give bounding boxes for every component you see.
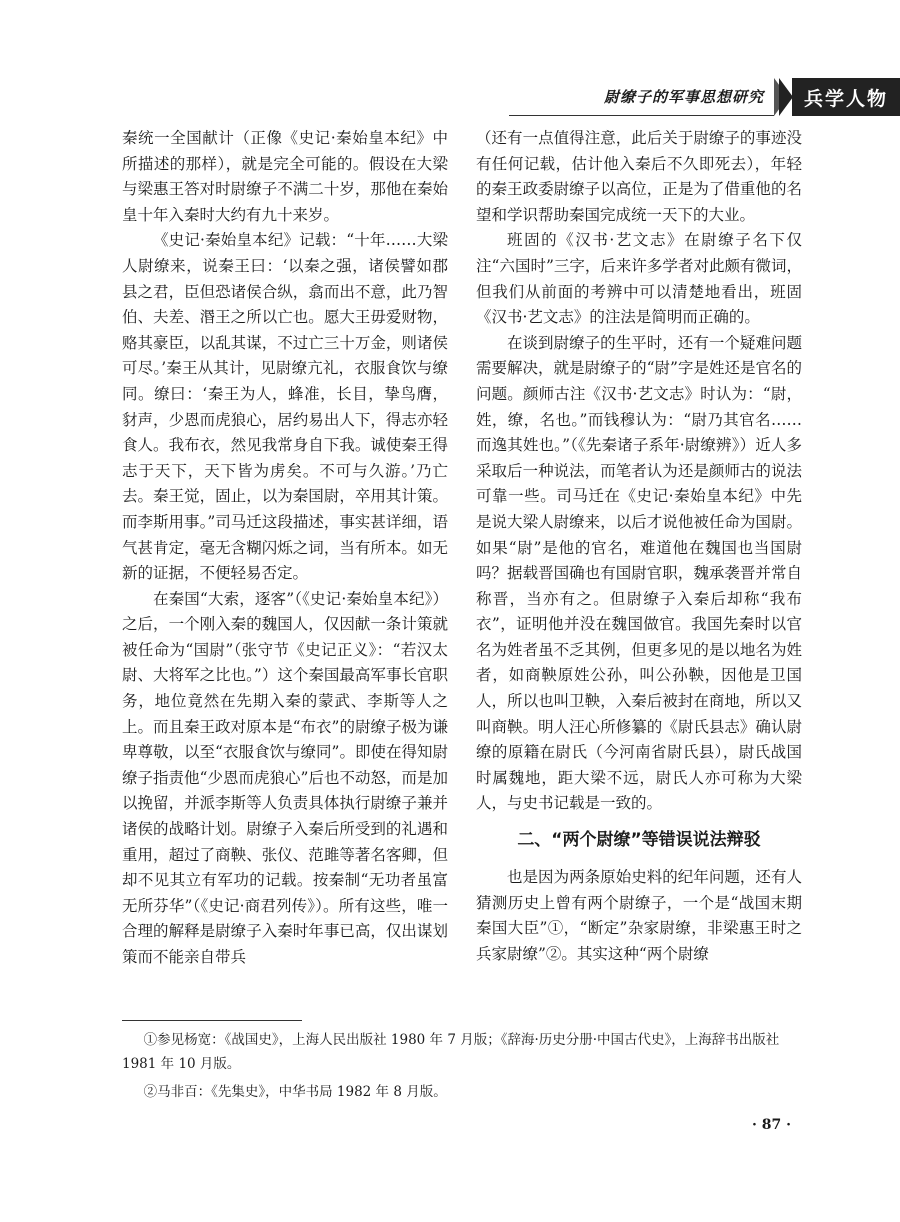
section-tab: 兵学人物 — [792, 78, 900, 116]
footnote-divider — [122, 1020, 302, 1021]
left-column — [122, 126, 448, 971]
article-title: 尉缭子的军事思想研究 — [509, 78, 774, 116]
paragraph: 在谈到尉缭子的生平时，还有一个疑难问题需要解决，就是尉缭子的“尉”字是姓还是官名的问题。颜师古注《汉书·艺文志》时认为：“尉，姓，缭，名也。”而钱穆认为：“尉乃其官名……而逸其姓也。”（《先秦诸子系年·尉缭辨》）近人多采取后一种说法，而笔者认为还是颜师古的说法可靠一些。司马迁在《史记·秦始皇本纪》中先是说大梁人尉缭来，以后才说他被任命为国尉。如果“尉”是他的官名，难道他在魏国也当国尉吗？据载晋国确也有国尉官职，魏承袭晋并常自称晋，当亦有之。但尉缭子入秦后却称“我布衣”，证明他并没在魏国做官。我国先秦时以官名为姓者虽不乏其例，但更多见的是以地名为姓者，如商鞅原姓公孙，叫公孙鞅，因他是卫国人，所以也叫卫鞅，入秦后被封在商地，所以又叫商鞅。明人汪心所修纂的《尉氏县志》确认尉缭的原籍在尉氏（今河南省尉氏县），尉氏战国时属魏地，距大梁不远，尉氏人亦可称为大梁人，与史书记载是一致的。 — [476, 333, 802, 813]
paragraph: 在秦国“大索，逐客”（《史记·秦始皇本纪》）之后，一个刚入秦的魏国人，仅因献一条计策就被任命为“国尉”（张守节《史记正义》：“若汉太尉、大将军之比也。”）这个秦国最高军事长官职务，地位竟然在先期入秦的蒙武、李斯等人之上。而且秦王政对原本是“布衣”的尉缭子极为谦卑尊敬，以至“衣服食饮与缭同”。即使在得知尉缭子指责他“少恩而虎狼心”后也不动怒，而是加以挽留，并派李斯等人负责具体执行尉缭子兼并诸侯的战略计划。尉缭子入秦后所受到的礼遇和重用，超过了商鞅、张仪、范雎等著名客卿，但却不见其立有军功的记载。按秦制“无功者虽富无所芬华”（《史记·商君列传》）。所有这些，唯一合理的解释是尉缭子入秦时年事已高，仅出谋划策而不能亲自带兵 — [122, 589, 448, 966]
paragraph: 班固的《汉书·艺文志》在尉缭子名下仅注“六国时”三字，后来许多学者对此颇有微词，但我们从前面的考辨中可以清楚地看出，班固《汉书·艺文志》的注法是简明而正确的。 — [476, 231, 802, 327]
page-number: · 87 · — [752, 1117, 791, 1133]
paragraph: 也是因为两条原始史料的纪年问题，还有人猜测历史上曾有两个尉缭子，一个是“战国末期秦国大臣”①，“断定”杂家尉缭，非梁惠王时之兵家尉缭”②。其实这种“两个尉缭 — [476, 868, 802, 963]
paragraph: 《史记·秦始皇本纪》记载：“十年……大梁人尉缭来，说秦王曰：‘以秦之强，诸侯譬如郡县之君，臣但恐诸侯合纵，翕而出不意，此乃智伯、夫差、湣王之所以亡也。愿大王毋爱财物，赂其豪臣，以乱其谋，不过亡三十万金，则诸侯可尽。’秦王从其计，见尉缭亢礼，衣服食饮与缭同。缭曰：‘秦王为人，蜂准，长目，挚鸟膺，豺声，少恩而虎狼心，居约易出人下，得志亦轻食人。我布衣，然见我常身自下我。诚使秦王得志于天下，天下皆为虏矣。不可与久游。’乃亡去。秦王觉，固止，以为秦国尉，卒用其计策。而李斯用事。”司马迁这段描述，事实甚详细，语气甚肯定，毫无含糊闪烁之词，当有所本。如无新的证据，不便轻易否定。 — [122, 231, 448, 583]
footnote: ①参见杨宽：《战国史》，上海人民出版社 1980 年 7 月版；《辞海·历史分册·中国古代史》，上海辞书出版社 1981 年 10 月版。 — [122, 1032, 780, 1072]
paragraph: （还有一点值得注意，此后关于尉缭子的事迹没有任何记载，估计他入秦后不久即死去），年轻的秦王政委尉缭子以高位，正是为了借重他的名望和学识帮助秦国完成统一天下的大业。 — [476, 129, 802, 224]
footnote: ②马非百：《先集史》，中华书局 1982 年 8 月版。 — [143, 1084, 447, 1100]
chevron-ornament-icon — [774, 78, 792, 116]
paragraph: 秦统一全国献计（正像《史记·秦始皇本纪》中所描述的那样），就是完全可能的。假设在大梁与梁惠王答对时尉缭子不满二十岁，那他在秦始皇十年入秦时大约有九十来岁。 — [122, 129, 448, 224]
right-column — [476, 126, 802, 967]
footnotes — [122, 1028, 802, 1108]
section-heading: 二、“两个尉缭”等错误说法辩驳 — [517, 830, 761, 851]
running-header — [509, 78, 900, 116]
